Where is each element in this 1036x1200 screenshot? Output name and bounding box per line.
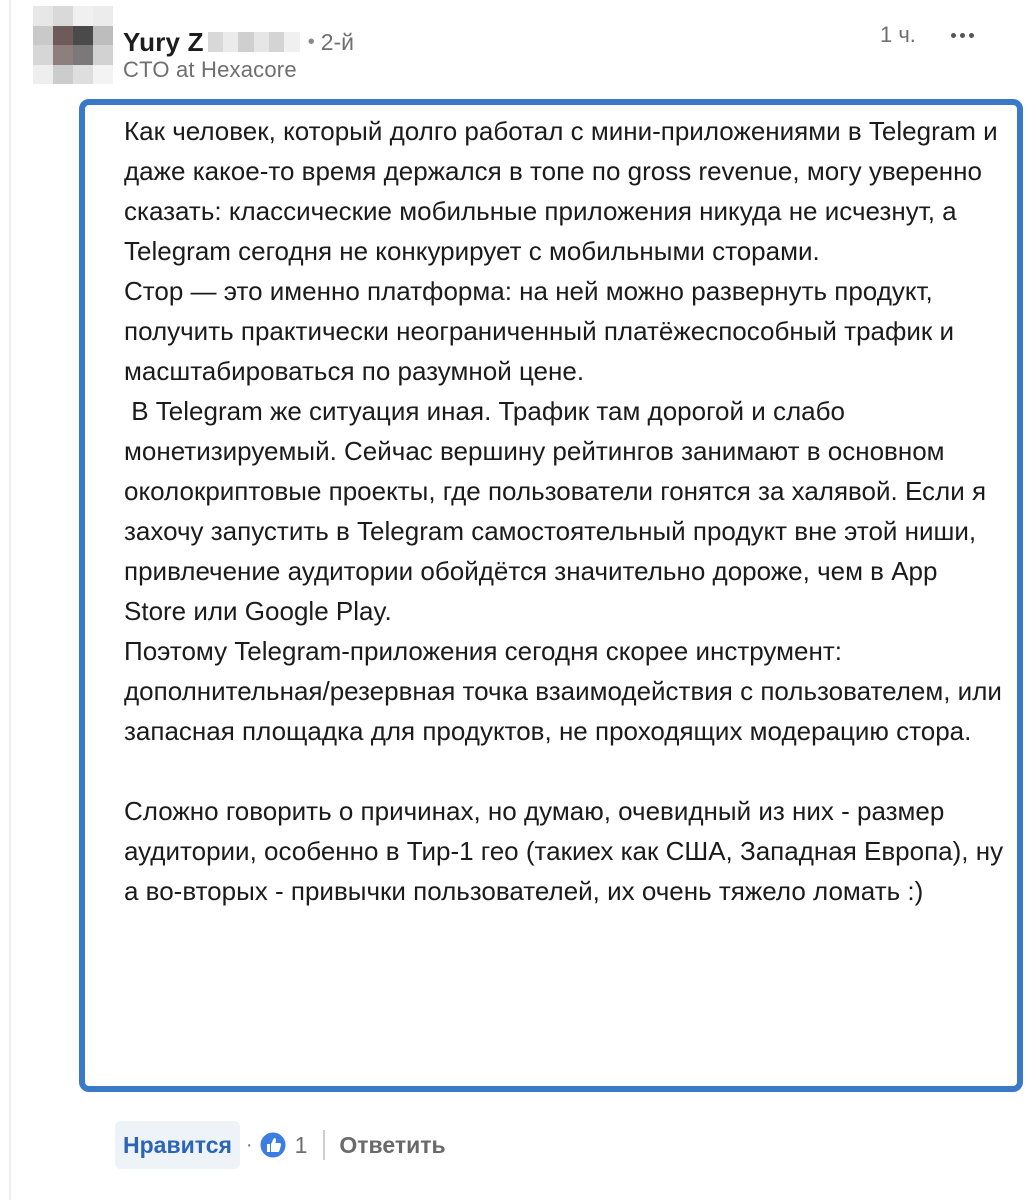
comment-body-highlight	[79, 99, 1023, 1092]
comment-paragraph: Стор — это именно платформа: на ней можно развернуть продукт, получить практически неограниченный платёжеспособный трафик и масштабироваться по разумной цене.	[124, 276, 962, 386]
degree-separator: •	[307, 30, 315, 53]
thread-line	[9, 0, 11, 1200]
comment-paragraph: Поэтому Telegram-приложения сегодня скорее инструмент: дополнительная/резервная точка взаимодействия с пользователем, или запасная площадка для продуктов, не проходящих модерацию стора.	[124, 636, 1010, 746]
actions-separator: ·	[245, 1133, 253, 1156]
name-redaction	[208, 32, 300, 52]
comment-paragraph: В Telegram же ситуация иная. Трафик там дорогой и слабо монетизируемый. Сейчас вершину рейтингов занимают в основном околокриптовые проекты, где пользователи гонятся за халявой. Если я захочу запустить в Telegram самостоятельный продукт вне этой ниши, привлечение аудитории обойдётся значительно дороже, чем в App Store или Google Play.	[124, 396, 994, 626]
more-options-button[interactable]	[940, 20, 984, 50]
comment-actions	[115, 1121, 446, 1169]
comment-paragraph: Сложно говорить о причинах, но думаю, очевидный из них - размер аудитории, особенно в Тир-1 гео (такиех как США, Западная Европа), ну а во-вторых - привычки пользователей, их очень тяжело ломать :)	[124, 796, 1011, 906]
author-headline: CTO at Hexacore	[123, 57, 297, 82]
like-reaction-icon[interactable]	[259, 1131, 287, 1159]
reaction-count[interactable]: 1	[294, 1131, 308, 1158]
author-row	[123, 22, 354, 62]
avatar[interactable]	[33, 6, 113, 84]
timestamp: 1 ч.	[880, 22, 916, 47]
like-button[interactable]: Нравится	[115, 1121, 240, 1169]
comment-paragraph-blank	[124, 751, 1004, 791]
reply-button[interactable]: Ответить	[339, 1131, 446, 1158]
author-name[interactable]: Yury Z	[123, 26, 204, 57]
actions-divider	[323, 1130, 325, 1160]
comment-paragraph: Как человек, который долго работал с мини-приложениями в Telegram и даже какое-то время держался в топе по gross revenue, могу уверенно сказать: классические мобильные приложения никуда не исчезнут, а Telegram сегодня не конкурирует с мобильными сторами.	[124, 116, 1005, 266]
ellipsis-horizontal-icon	[951, 33, 974, 38]
connection-degree: 2-й	[320, 28, 355, 55]
comment-text	[124, 111, 1011, 911]
